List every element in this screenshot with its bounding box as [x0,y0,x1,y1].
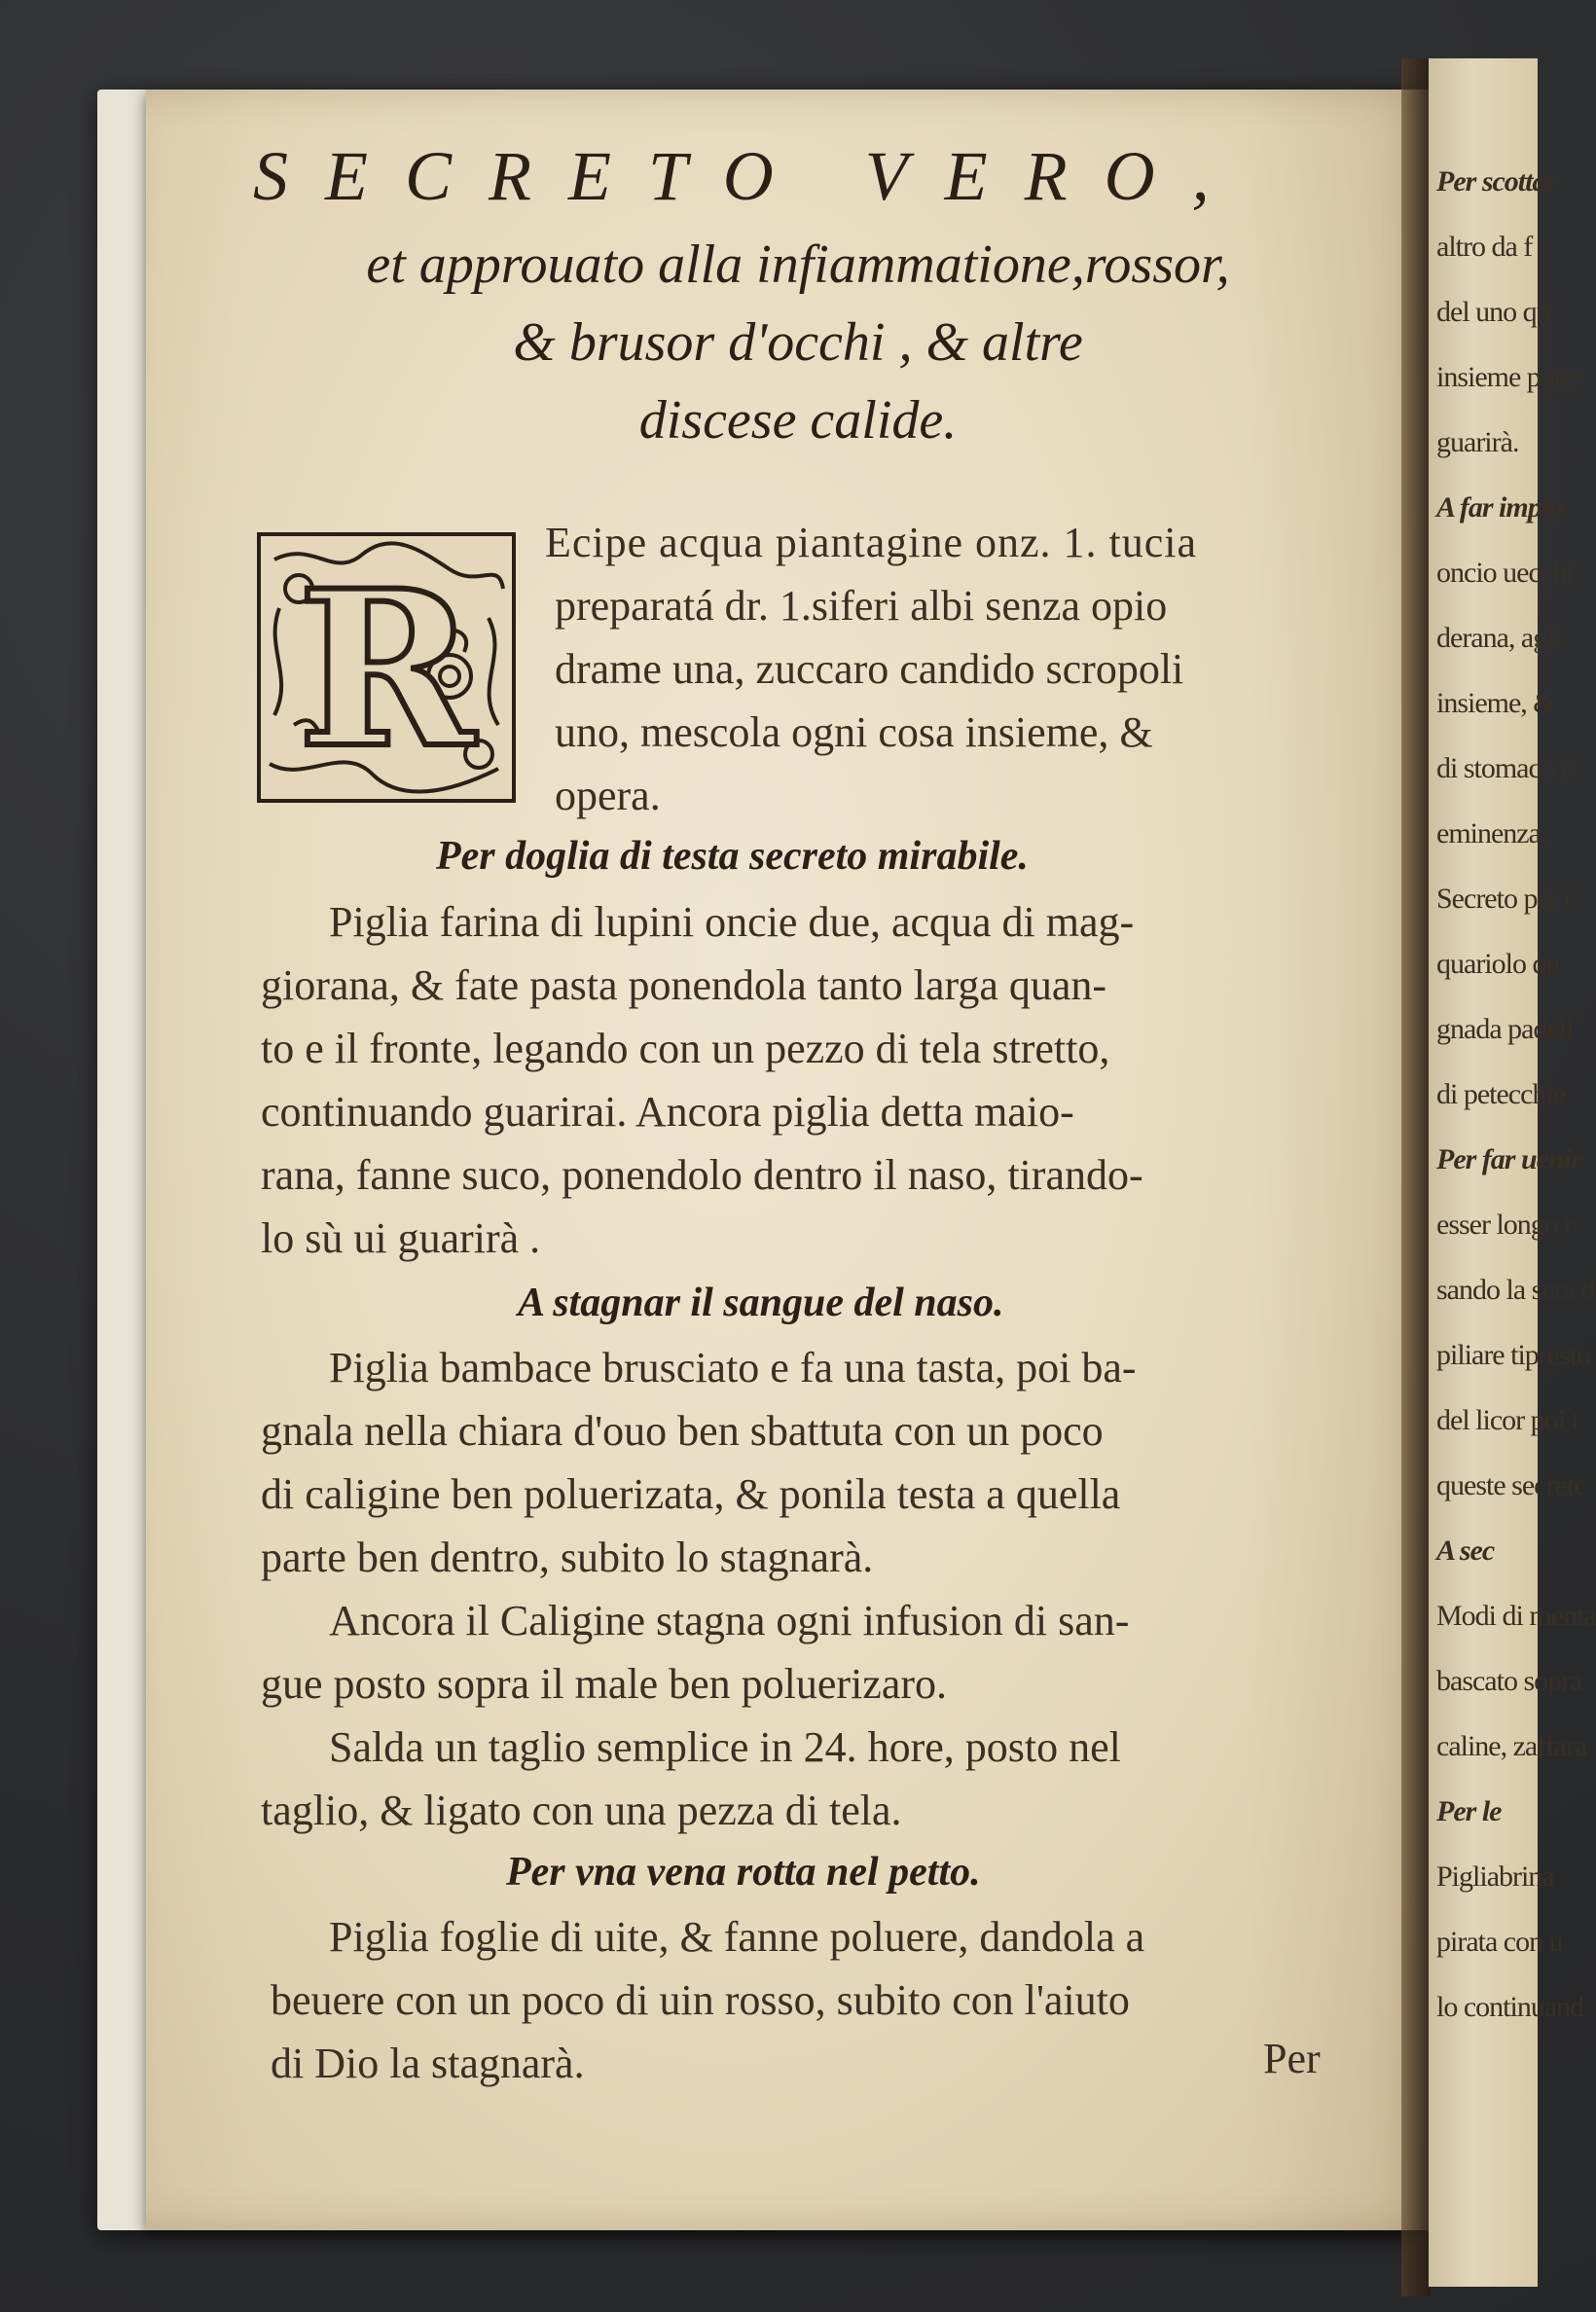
facing-page-line: esser longo r [1436,1209,1574,1241]
text-line: Piglia bambace brusciato e fa una tasta, poi ba- [329,1344,1137,1391]
facing-page-line: Per far uenir [1436,1143,1581,1175]
facing-page-line: bascato sopra [1436,1665,1582,1697]
facing-page-line: eminenza. [1436,817,1547,849]
text-line: continuando guarirai. Ancora piglia detta maio- [261,1088,1074,1136]
facing-page-line: A sec [1436,1535,1495,1567]
text-line: giorana, & fate pasta ponendola tanto larga quan- [261,961,1107,1009]
facing-page-line: altro da f [1436,231,1533,263]
facing-page-line: sando la sera d [1436,1274,1595,1306]
catchword: Per [1263,2035,1321,2082]
text-line: Piglia farina di lupini oncie due, acqua di mag- [329,898,1135,946]
subtitle-line-3: discese calide. [638,390,958,451]
recipe-line: drame una, zuccaro candido scropoli [555,645,1184,693]
text-line: Salda un taglio semplice in 24. hore, posto nel [329,1723,1121,1771]
section-heading: Per vna vena rotta nel petto. [506,1850,981,1895]
facing-page-line: di petecchie [1436,1078,1566,1110]
facing-page-line: del uno qu [1436,296,1550,328]
facing-page-line: del licor poi t [1436,1404,1578,1436]
facing-page-line: A far impia [1436,491,1563,524]
recipe-line: opera. [555,772,661,819]
decorated-initial-icon [255,530,518,805]
facing-page-line: lo continuand [1436,1991,1584,2023]
book-gutter [1401,58,1431,2296]
text-line: lo sù ui guarirà . [261,1214,541,1262]
facing-page-line: Secreto per c [1436,883,1577,915]
facing-page-line: insieme pone [1436,361,1580,393]
facing-page-line: oncio uecchi [1436,557,1574,589]
page-title: SECRETO VERO, [253,137,1247,215]
subtitle-line-1: et approuato alla infiammatione,rossor, [366,235,1230,295]
text-line: Piglia foglie di uite, & fanne poluere, dandola a [329,1913,1145,1961]
text-line: to e il fronte, legando con un pezzo di tela stretto, [261,1025,1110,1072]
text-line: taglio, & ligato con una pezza di tela. [261,1787,902,1834]
facing-page-fragment [1429,58,1596,2287]
text-line: parte ben dentro, subito lo stagnarà. [261,1534,874,1581]
text-line: gnala nella chiara d'ouo ben sbattuta con un poco [261,1407,1104,1455]
facing-page-line: Pigliabrina [1436,1860,1554,1893]
subtitle-line-2: & brusor d'occhi , & altre [513,312,1083,373]
facing-page-line: di stomaco e [1436,752,1573,784]
facing-page-line: caline, zaffara [1436,1730,1587,1762]
text-line: gue posto sopra il male ben poluerizaro. [261,1660,948,1708]
section-heading: A stagnar il sangue del naso. [518,1281,1004,1325]
text-line: di Dio la stagnarà. [271,2040,585,2087]
facing-page-line: Per le [1436,1795,1502,1827]
text-line: Ancora il Caligine stagna ogni infusion di san- [329,1597,1130,1644]
facing-page-line: Modi di menta [1436,1600,1596,1632]
facing-page-line: pirata con u [1436,1926,1563,1958]
facing-page-line: queste secretc [1436,1469,1586,1501]
recipe-line: uno, mescola ogni cosa insieme, & [555,708,1153,756]
facing-page-line: quariolo qu [1436,948,1560,980]
recipe-line: preparatá dr. 1.siferi albi senza opio [555,582,1168,630]
facing-page-line: insieme, & [1436,687,1555,719]
facing-page-line: piliare tipresto [1436,1339,1591,1371]
text-line: di caligine ben poluerizata, & ponila testa a quella [261,1470,1121,1518]
initial-letter: R [297,543,476,795]
facing-page-line: Per scottat [1436,165,1553,198]
text-line: beuere con un poco di uin rosso, subito con l'aiuto [271,1976,1130,2024]
section-heading: Per doglia di testa secreto mirabile. [436,834,1029,879]
facing-page-line: gnada padell [1436,1013,1574,1045]
facing-page-line: guarirà. [1436,426,1519,458]
facing-page-line: derana, agli [1436,622,1561,654]
text-line: rana, fanne suco, ponendolo dentro il naso, tirando- [261,1151,1143,1199]
recipe-line: Ecipe acqua piantagine onz. 1. tucia [545,519,1198,566]
